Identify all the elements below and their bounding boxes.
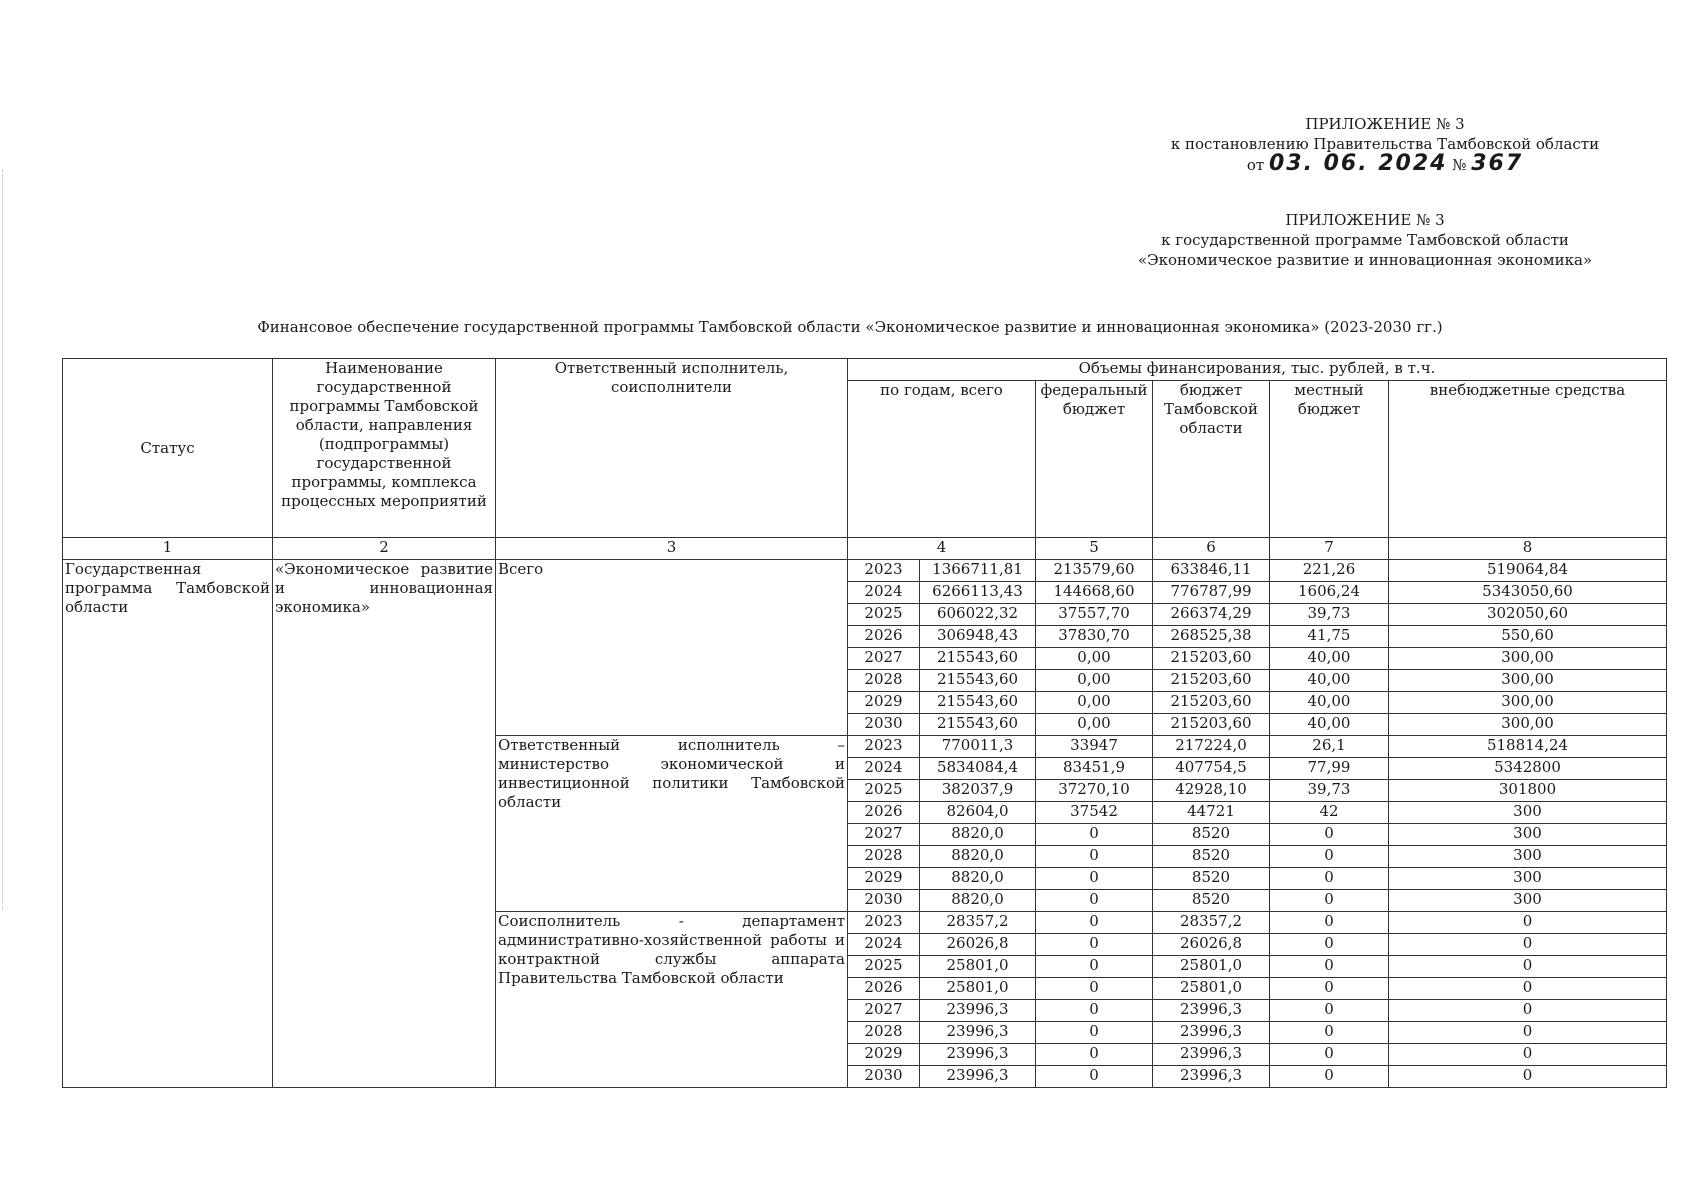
total-cell: 382037,9 [920, 780, 1036, 802]
regional-cell: 217224,0 [1153, 736, 1270, 758]
regional-cell: 44721 [1153, 802, 1270, 824]
year-cell: 2028 [848, 846, 920, 868]
federal-cell: 33947 [1036, 736, 1153, 758]
regional-cell: 215203,60 [1153, 714, 1270, 736]
extra-cell: 300,00 [1389, 648, 1667, 670]
regional-cell: 215203,60 [1153, 692, 1270, 714]
local-cell: 1606,24 [1270, 582, 1389, 604]
federal-cell: 0 [1036, 824, 1153, 846]
regional-cell: 25801,0 [1153, 956, 1270, 978]
local-cell: 40,00 [1270, 670, 1389, 692]
extra-cell: 0 [1389, 1000, 1667, 1022]
extra-cell: 302050,60 [1389, 604, 1667, 626]
scan-edge-marks [2, 170, 6, 910]
total-cell: 215543,60 [920, 714, 1036, 736]
federal-cell: 37557,70 [1036, 604, 1153, 626]
year-cell: 2030 [848, 1066, 920, 1088]
regional-cell: 776787,99 [1153, 582, 1270, 604]
year-cell: 2030 [848, 890, 920, 912]
local-cell: 42 [1270, 802, 1389, 824]
extra-cell: 300,00 [1389, 670, 1667, 692]
col-number: 3 [496, 538, 848, 560]
local-cell: 0 [1270, 1066, 1389, 1088]
local-cell: 0 [1270, 890, 1389, 912]
col-number: 4 [848, 538, 1036, 560]
local-cell: 0 [1270, 1000, 1389, 1022]
extra-cell: 519064,84 [1389, 560, 1667, 582]
header-status: Статус [63, 359, 273, 538]
number-prefix: № [1452, 156, 1467, 174]
regional-cell: 25801,0 [1153, 978, 1270, 1000]
handwritten-number: 367 [1471, 151, 1524, 176]
total-cell: 23996,3 [920, 1022, 1036, 1044]
federal-cell: 37542 [1036, 802, 1153, 824]
extra-cell: 5343050,60 [1389, 582, 1667, 604]
extra-cell: 300 [1389, 890, 1667, 912]
year-cell: 2024 [848, 758, 920, 780]
program-name-cell: «Экономическое развитие и инновационная экономика» [273, 560, 496, 1088]
extra-cell: 300 [1389, 802, 1667, 824]
regional-cell: 23996,3 [1153, 1022, 1270, 1044]
annex-header-resolution [1150, 114, 1620, 175]
col-number: 2 [273, 538, 496, 560]
local-cell: 0 [1270, 1022, 1389, 1044]
year-cell: 2030 [848, 714, 920, 736]
col-number: 7 [1270, 538, 1389, 560]
year-cell: 2027 [848, 824, 920, 846]
total-cell: 8820,0 [920, 846, 1036, 868]
regional-cell: 407754,5 [1153, 758, 1270, 780]
annex-subtitle: к государственной программе Тамбовской области [1161, 231, 1569, 249]
extra-cell: 300,00 [1389, 714, 1667, 736]
total-cell: 25801,0 [920, 956, 1036, 978]
extra-cell: 0 [1389, 912, 1667, 934]
local-cell: 40,00 [1270, 714, 1389, 736]
year-cell: 2028 [848, 1022, 920, 1044]
header-extra: внебюджетные средства [1389, 381, 1667, 538]
annex-date-line [1150, 151, 1620, 176]
local-cell: 0 [1270, 1044, 1389, 1066]
total-cell: 606022,32 [920, 604, 1036, 626]
total-cell: 25801,0 [920, 978, 1036, 1000]
year-cell: 2026 [848, 978, 920, 1000]
total-cell: 8820,0 [920, 890, 1036, 912]
local-cell: 0 [1270, 868, 1389, 890]
local-cell: 0 [1270, 912, 1389, 934]
annex-title: ПРИЛОЖЕНИЕ № 3 [1305, 115, 1465, 133]
federal-cell: 0,00 [1036, 692, 1153, 714]
regional-cell: 8520 [1153, 846, 1270, 868]
extra-cell: 0 [1389, 978, 1667, 1000]
regional-cell: 26026,8 [1153, 934, 1270, 956]
header-local: местный бюджет [1270, 381, 1389, 538]
local-cell: 26,1 [1270, 736, 1389, 758]
year-cell: 2026 [848, 626, 920, 648]
header-executor: Ответственный исполнитель, соисполнители [496, 359, 848, 538]
total-cell: 5834084,4 [920, 758, 1036, 780]
federal-cell: 144668,60 [1036, 582, 1153, 604]
regional-cell: 42928,10 [1153, 780, 1270, 802]
extra-cell: 518814,24 [1389, 736, 1667, 758]
federal-cell: 0 [1036, 890, 1153, 912]
local-cell: 41,75 [1270, 626, 1389, 648]
table-row [63, 560, 1667, 582]
annex-program-name: «Экономическое развитие и инновационная экономика» [1137, 251, 1593, 269]
header-by-years: по годам, всего [848, 381, 1036, 538]
federal-cell: 0 [1036, 846, 1153, 868]
regional-cell: 268525,38 [1153, 626, 1270, 648]
total-cell: 1366711,81 [920, 560, 1036, 582]
extra-cell: 0 [1389, 934, 1667, 956]
col-number: 5 [1036, 538, 1153, 560]
regional-cell: 8520 [1153, 890, 1270, 912]
federal-cell: 83451,9 [1036, 758, 1153, 780]
regional-cell: 633846,11 [1153, 560, 1270, 582]
total-cell: 215543,60 [920, 670, 1036, 692]
federal-cell: 37830,70 [1036, 626, 1153, 648]
document-title: Финансовое обеспечение государственной программы Тамбовской области «Экономическое развитие и инновационная экономика» (2023-2030 гг.) [257, 318, 1443, 336]
federal-cell: 0,00 [1036, 714, 1153, 736]
extra-cell: 300 [1389, 846, 1667, 868]
total-cell: 215543,60 [920, 648, 1036, 670]
total-cell: 82604,0 [920, 802, 1036, 824]
regional-cell: 8520 [1153, 824, 1270, 846]
year-cell: 2024 [848, 934, 920, 956]
total-cell: 770011,3 [920, 736, 1036, 758]
year-cell: 2026 [848, 802, 920, 824]
total-cell: 23996,3 [920, 1000, 1036, 1022]
extra-cell: 0 [1389, 956, 1667, 978]
federal-cell: 213579,60 [1036, 560, 1153, 582]
header-funding: Объемы финансирования, тыс. рублей, в т.ч. [848, 359, 1667, 381]
extra-cell: 550,60 [1389, 626, 1667, 648]
federal-cell: 0 [1036, 956, 1153, 978]
local-cell: 221,26 [1270, 560, 1389, 582]
annex-header-program [1130, 210, 1600, 270]
regional-cell: 266374,29 [1153, 604, 1270, 626]
year-cell: 2027 [848, 1000, 920, 1022]
total-cell: 23996,3 [920, 1066, 1036, 1088]
federal-cell: 0 [1036, 934, 1153, 956]
annex-subtitle: к постановлению Правительства Тамбовской области [1170, 135, 1600, 153]
header-regional: бюджет Тамбовской области [1153, 381, 1270, 538]
federal-cell: 0 [1036, 1066, 1153, 1088]
year-cell: 2027 [848, 648, 920, 670]
local-cell: 0 [1270, 824, 1389, 846]
header-federal: федеральный бюджет [1036, 381, 1153, 538]
local-cell: 0 [1270, 956, 1389, 978]
federal-cell: 0,00 [1036, 648, 1153, 670]
col-number: 8 [1389, 538, 1667, 560]
year-cell: 2029 [848, 692, 920, 714]
total-cell: 26026,8 [920, 934, 1036, 956]
federal-cell: 0 [1036, 1000, 1153, 1022]
column-numbers-row [63, 538, 1667, 560]
year-cell: 2023 [848, 912, 920, 934]
col-number: 6 [1153, 538, 1270, 560]
year-cell: 2025 [848, 604, 920, 626]
executor-cell: Соисполнитель - департамент административно-хозяйственной работы и контрактной службы аппарата Правительства Тамбовской области [496, 912, 848, 1088]
federal-cell: 37270,10 [1036, 780, 1153, 802]
local-cell: 0 [1270, 934, 1389, 956]
handwritten-date: 03. 06. 2024 [1268, 151, 1448, 176]
regional-cell: 215203,60 [1153, 670, 1270, 692]
federal-cell: 0 [1036, 912, 1153, 934]
status-cell: Государственная программа Тамбовской области [63, 560, 273, 1088]
regional-cell: 215203,60 [1153, 648, 1270, 670]
extra-cell: 5342800 [1389, 758, 1667, 780]
col-number: 1 [63, 538, 273, 560]
federal-cell: 0 [1036, 868, 1153, 890]
annex-title: ПРИЛОЖЕНИЕ № 3 [1285, 211, 1445, 229]
year-cell: 2028 [848, 670, 920, 692]
extra-cell: 300 [1389, 868, 1667, 890]
year-cell: 2023 [848, 560, 920, 582]
year-cell: 2029 [848, 1044, 920, 1066]
extra-cell: 300,00 [1389, 692, 1667, 714]
extra-cell: 0 [1389, 1044, 1667, 1066]
local-cell: 40,00 [1270, 692, 1389, 714]
total-cell: 8820,0 [920, 868, 1036, 890]
extra-cell: 300 [1389, 824, 1667, 846]
total-cell: 306948,43 [920, 626, 1036, 648]
federal-cell: 0,00 [1036, 670, 1153, 692]
regional-cell: 23996,3 [1153, 1000, 1270, 1022]
from-prefix: от [1246, 156, 1265, 174]
total-cell: 215543,60 [920, 692, 1036, 714]
year-cell: 2025 [848, 956, 920, 978]
regional-cell: 23996,3 [1153, 1066, 1270, 1088]
local-cell: 40,00 [1270, 648, 1389, 670]
regional-cell: 28357,2 [1153, 912, 1270, 934]
year-cell: 2023 [848, 736, 920, 758]
regional-cell: 8520 [1153, 868, 1270, 890]
year-cell: 2025 [848, 780, 920, 802]
regional-cell: 23996,3 [1153, 1044, 1270, 1066]
year-cell: 2024 [848, 582, 920, 604]
financing-table [62, 358, 1667, 1088]
total-cell: 6266113,43 [920, 582, 1036, 604]
federal-cell: 0 [1036, 978, 1153, 1000]
local-cell: 39,73 [1270, 604, 1389, 626]
executor-cell: Всего [496, 560, 848, 736]
federal-cell: 0 [1036, 1022, 1153, 1044]
federal-cell: 0 [1036, 1044, 1153, 1066]
header-program-name: Наименование государственной программы Тамбовской области, направления (подпрограммы) государственной программы, комплекса процессных мероприятий [273, 359, 496, 538]
total-cell: 23996,3 [920, 1044, 1036, 1066]
extra-cell: 0 [1389, 1066, 1667, 1088]
executor-cell: Ответственный исполнитель – министерство экономической и инвестиционной политики Тамбовской области [496, 736, 848, 912]
local-cell: 39,73 [1270, 780, 1389, 802]
extra-cell: 0 [1389, 1022, 1667, 1044]
year-cell: 2029 [848, 868, 920, 890]
local-cell: 77,99 [1270, 758, 1389, 780]
local-cell: 0 [1270, 978, 1389, 1000]
total-cell: 8820,0 [920, 824, 1036, 846]
local-cell: 0 [1270, 846, 1389, 868]
extra-cell: 301800 [1389, 780, 1667, 802]
header-row-1 [63, 359, 1667, 381]
total-cell: 28357,2 [920, 912, 1036, 934]
